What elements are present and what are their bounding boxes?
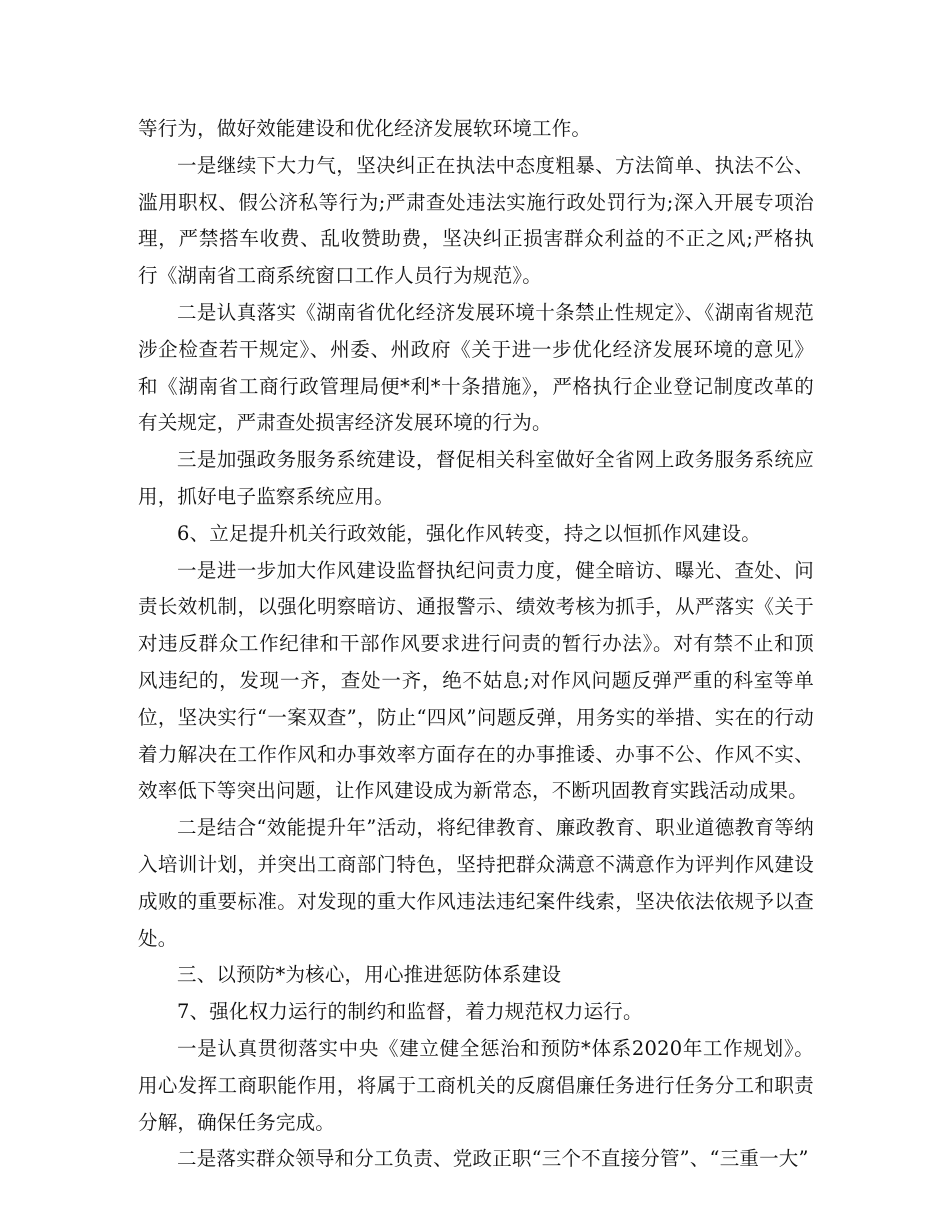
paragraph-4: 一是进一步加大作风建设监督执纪问责力度，健全暗访、曝光、查处、问责长效机制，以强化明察暗访、通报警示、绩效考核为抓手，从严落实《关于对违反群众工作纪律和干部作风要求进行问责的暂行办法》。对有禁不止和顶风违纪的，发现一齐，查处一齐，绝不姑息;对作风问题反弹严重的科室等单位，坚决实行“一案双查”，防止“四风”问题反弹，用务实的举措、实在的行动着力解决在工作作风和办事效率方面存在的办事推诿、办事不公、作风不实、效率低下等突出问题，让作风建设成为新常态，不断巩固教育实践活动成果。: [138, 558, 814, 803]
section-heading-3: 三、以预防*为核心，用心推进惩防体系建设: [177, 963, 562, 987]
document-page: [138, 111, 814, 1178]
paragraph-3: 三是加强政务服务系统建设，督促相关科室做好全省网上政务服务系统应用，抓好电子监察系统应用。: [138, 448, 814, 508]
paragraph-6: 一是认真贯彻落实中央《建立健全惩治和预防*体系2020年工作规划》。用心发挥工商职能作用，将属于工商机关的反腐倡廉任务进行任务分工和职责分解，确保任务完成。: [138, 1036, 814, 1134]
paragraph-5: 二是结合“效能提升年”活动，将纪律教育、廉政教育、职业道德教育等纳入培训计划，并突出工商部门特色，坚持把群众满意不满意作为评判作风建设成败的重要标准。对发现的重大作风违法违纪案件线索，坚决依法依规予以查处。: [138, 816, 814, 950]
section-heading-6: 6、立足提升机关行政效能，强化作风转变，持之以恒抓作风建设。: [177, 521, 761, 545]
paragraph-continuation: 等行为，做好效能建设和优化经济发展软环境工作。: [138, 117, 592, 140]
paragraph-2: 二是认真落实《湖南省优化经济发展环境十条禁止性规定》、《湖南省规范涉企检查若干规定》、州委、州政府《关于进一步优化经济发展环境的意见》和《湖南省工商行政管理局便*利*十条措施》，严格执行企业登记制度改革的有关规定，严肃查处损害经济发展环境的行为。: [138, 300, 814, 435]
paragraph-7: 二是落实群众领导和分工负责、党政正职“三个不直接分管”、“三重一大”: [177, 1147, 809, 1171]
section-heading-7: 7、强化权力运行的制约和监督，着力规范权力运行。: [177, 1000, 643, 1024]
paragraph-1: 一是继续下大力气，坚决纠正在执法中态度粗暴、方法简单、执法不公、滥用职权、假公济私等行为;严肃查处违法实施行政处罚行为;深入开展专项治理，严禁搭车收费、乱收赞助费，坚决纠正损害群众利益的不正之风;严格执行《湖南省工商系统窗口工作人员行为规范》。: [138, 153, 814, 288]
